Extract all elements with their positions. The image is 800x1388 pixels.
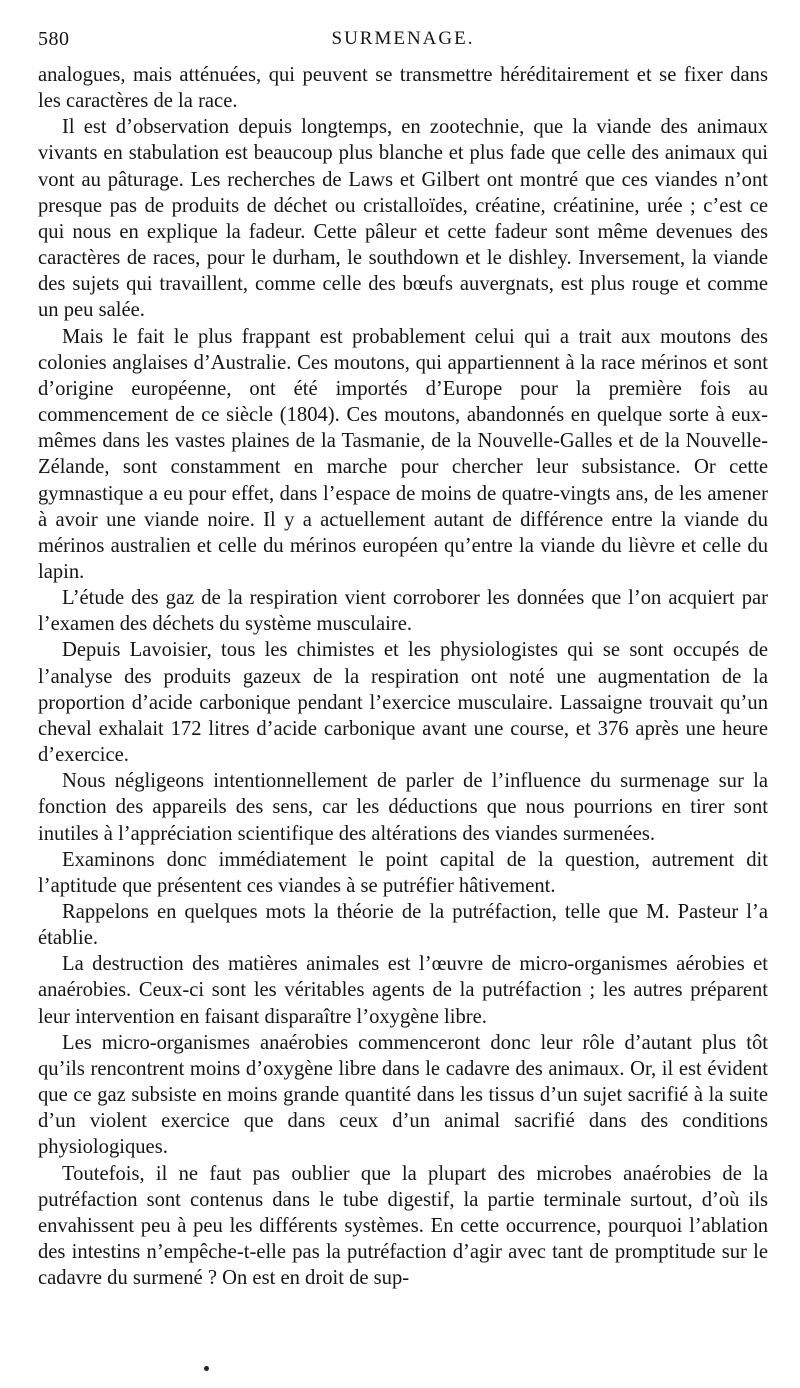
paragraph-stabulation: Il est d’observation depuis longtemps, en zootechnie, que la viande des animaux vivants en stabulation est beaucoup plus blanche et plus fade que celle des animaux qui vont au pâturage. Les recherches de Laws et Gilbert ont montré que ces viandes n’ont presque pas de produits de déchet ou cristalloïdes, créatine, créatinine, urée ; c’est ce qui nous en explique la fadeur. Cette pâleur et cette fadeur sont même devenues des caractères de races, pour le durham, le southdown et le dishley. Inversement, la viande des sujets qui travaillent, comme celle des bœufs auvergnats, est plus rouge et comme un peu salée.	[38, 116, 768, 322]
paragraph-theorie-putrefaction: Rappelons en quelques mots la théorie de la putréfaction, telle que M. Pasteur l’a établie.	[38, 901, 768, 950]
paragraph-gaz-respiration: L’étude des gaz de la respiration vient corroborer les données que l’on acquiert par l’examen des déchets du système musculaire.	[38, 587, 768, 636]
paragraph-moutons-australie: Mais le fait le plus frappant est probablement celui qui a trait aux moutons des colonies anglaises d’Australie. Ces moutons, qui appartiennent à la race mérinos et sont d’origine européenne, ont été importés d’Europe pour la première fois au commencement de ce siècle (1804). Ces moutons, abandonnés en quelque sorte à eux-mêmes dans les vastes plaines de la Tasmanie, de la Nouvelle-Galles et de la Nouvelle-Zélande, sont constamment en marche pour chercher leur subsistance. Or cette gymnastique a eu pour effet, dans l’espace de moins de quatre-vingts ans, de les amener à avoir une viande noire. Il y a actuellement autant de différence entre la viande du mérinos australien et celle du mérinos européen qu’entre la viande du lièvre et celle du lapin.	[38, 325, 768, 583]
paragraph-tube-digestif: Toutefois, il ne faut pas oublier que la plupart des microbes anaérobies de la putréfaction sont contenus dans le tube digestif, la partie terminale surtout, d’où ils envahissent peu à peu les différents systèmes. En cette occurrence, pourquoi l’ablation des intestins n’empêche-t-elle pas la putréfaction d’agir avec tant de promptitude sur le cadavre du surmené ? On est en droit de sup-	[38, 1162, 768, 1290]
paragraph-anaerobies: Les micro-organismes anaérobies commenceront donc leur rôle d’autant plus tôt qu’ils rencontrent moins d’oxygène libre dans le cadavre des animaux. Or, il est évident que ce gaz subsiste en moins grande quantité dans les tissus d’un sujet sacrifié à la suite d’un violent exercice que dans ceux d’un animal sacrifié dans des conditions physiologiques.	[38, 1031, 768, 1159]
paragraph-appareils-sens: Nous négligeons intentionnellement de parler de l’influence du surmenage sur la fonction des appareils des sens, car les déductions que nous pourrions en tirer sont inutiles à l’appréciation scientifique des altérations des viandes surmenées.	[38, 770, 768, 845]
paragraph-point-capital: Examinons donc immédiatement le point capital de la question, autrement dit l’aptitude que présentent ces viandes à se putréfier hâtivement.	[38, 848, 768, 897]
ink-dot	[204, 1366, 209, 1371]
page-number: 580	[38, 28, 70, 50]
body-text	[38, 62, 768, 1291]
page-header	[38, 28, 768, 60]
running-title: SURMENAGE.	[331, 28, 475, 49]
paragraph-destruction-matieres: La destruction des matières animales est l’œuvre de micro-organismes aérobies et anaérobies. Ceux-ci sont les véritables agents de la putréfaction ; les autres préparent leur intervention en faisant disparaître l’oxygène libre.	[38, 953, 768, 1028]
paragraph-continuation: analogues, mais atténuées, qui peuvent se transmettre héréditairement et se fixer dans les caractères de la race.	[38, 64, 768, 113]
paragraph-lavoisier: Depuis Lavoisier, tous les chimistes et les physiologistes qui se sont occupés de l’analyse des produits gazeux de la respiration ont noté une augmentation de la proportion d’acide carbonique pendant l’exercice musculaire. Lassaigne trouvait qu’un cheval exhalait 172 litres d’acide carbonique avant une course, et 376 après une heure d’exercice.	[38, 639, 768, 767]
